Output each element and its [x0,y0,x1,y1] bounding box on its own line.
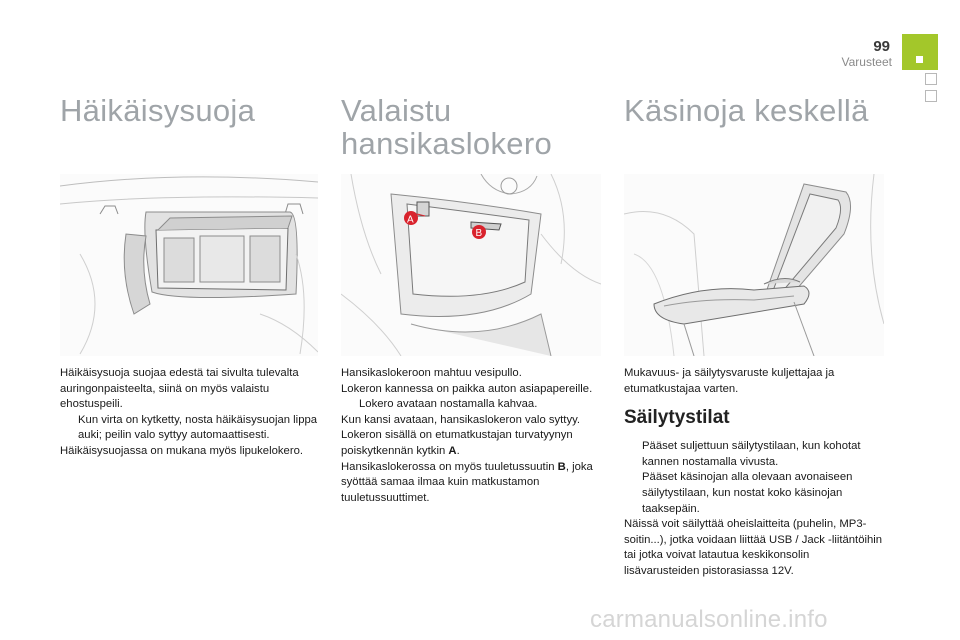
armrest-text [624,366,886,580]
text-run: Hansikaslokerossa on myös tuuletussuutin [341,460,558,473]
glove-box-text [341,366,603,506]
paragraph [341,428,603,459]
bullet-item [60,413,322,444]
bold-label: A [448,444,457,457]
sun-visor-illustration [60,174,318,356]
label-b: B [475,228,483,239]
heading-line: hansikaslokero [341,126,552,161]
paragraph: Mukavuus- ja säilytysvaruste kuljettajaa ja etumatkustajaa varten. [624,367,835,395]
bullet-item [624,439,886,470]
tab-dot-icon [916,56,923,63]
paragraph: Häikäisysuoja suojaa edestä tai sivulta tulevalta auringonpaisteelta, siinä on myös valaistu ehostuspeili. [60,367,299,411]
bullet-text: Kun virta on kytketty, nosta häikäisysuojan lippa auki; peilin valo syttyy automaattisesti. [78,413,318,442]
bullet-text: Pääset käsinojan alla olevaan avonaiseen säilytystilaan, kun nostat koko käsinojan taaksepäin. [642,471,853,515]
paragraph [341,460,603,507]
bullet-text: Pääset suljettuun säilytystilaan, kun kohotat kannen nostamalla vivusta. [642,440,861,468]
subheading-storage: Säilytystilat [624,407,730,429]
bullet-item [624,470,886,517]
section-name: Varusteet [841,55,892,69]
text-run: . [456,444,460,457]
bold-label: B [557,460,566,473]
chapter-tab-active[interactable] [902,34,938,70]
paragraph: Häikäisysuojassa on mukana myös lipukelokero. [60,444,303,457]
label-a: A [407,214,414,226]
heading-sun-visor: Häikäisysuoja [60,93,256,128]
paragraph: Kun kansi avataan, hansikaslokeron valo syttyy. [341,413,581,426]
watermark: carmanualsonline.info [590,606,828,633]
glove-box-illustration [341,174,601,356]
text-run: , joka syöttää samaa ilmaa kuin matkustamon tuuletussuuttimet. [341,460,593,504]
paragraph: Hansikaslokeroon mahtuu vesipullo. [341,367,522,379]
heading-glove-box [341,94,552,160]
chapter-tab-empty[interactable] [925,73,937,85]
armrest-illustration [624,174,884,356]
page-number: 99 [873,38,890,55]
bullet-item [341,397,603,413]
heading-line: Valaistu [341,93,452,128]
heading-armrest: Käsinoja keskellä [624,93,869,128]
chapter-tab-empty[interactable] [925,90,937,102]
text-run: Lokeron sisällä on etumatkustajan turvatyynyn poiskytkennän kytkin [341,429,573,457]
paragraph: Näissä voit säilyttää oheislaitteita (puhelin, MP3-soitin...), jotka voidaan liittää USB / Jack -liitäntöihin tai jotka voivat latautua keskikonsolin lisävarusteiden pistorasiassa 12V. [624,518,883,577]
sun-visor-text [60,366,322,460]
bullet-text: Lokero avataan nostamalla kahvaa. [359,398,538,411]
paragraph: Lokeron kannessa on paikka auton asiapapereille. [341,382,593,395]
